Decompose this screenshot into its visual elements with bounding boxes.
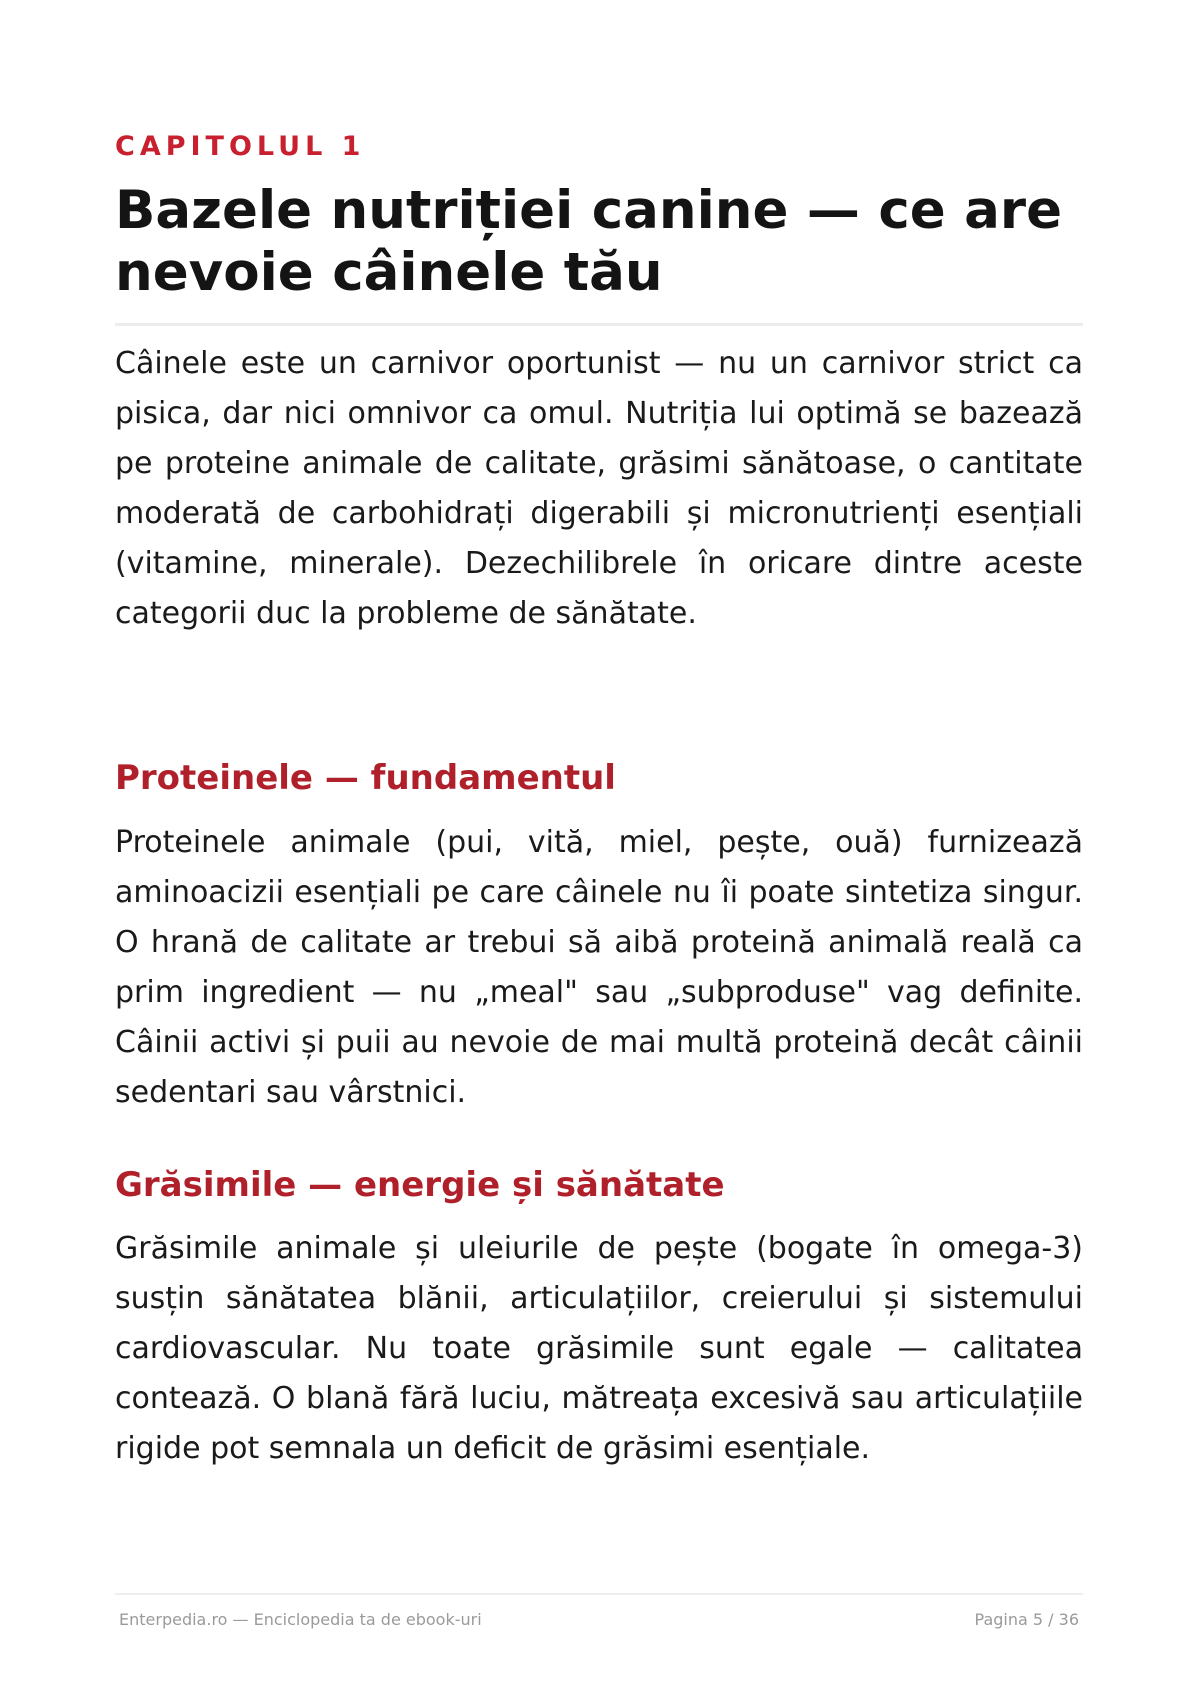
chapter-label: CAPITOLUL 1 — [115, 131, 366, 162]
intro-paragraph: Câinele este un carnivor oportunist — nu un carnivor strict ca pisica, dar nici omnivor ca omul. Nutriția lui optimă se bazează pe proteine animale de calitate, grăsimi sănătoase, o cantitate moderată de carbohidrați digerabili și micronutrienți esențiali (vitamine, minerale). Dezechilibrele în oricare dintre aceste categorii duc la probleme de sănătate. — [115, 346, 1083, 631]
section-heading-proteins: Proteinele — fundamentul — [115, 758, 616, 798]
document-page — [115, 0, 1083, 1683]
footer-site-name: Enterpedia.ro — Enciclopedia ta de ebook-uri — [119, 1610, 482, 1629]
chapter-title: Bazele nutriției canine — ce are nevoie câinele tău — [115, 180, 1063, 303]
footer-divider — [115, 1593, 1083, 1595]
title-divider — [115, 323, 1083, 326]
section-heading-fats: Grăsimile — energie și sănătate — [115, 1165, 725, 1205]
footer-page-number: Pagina 5 / 36 — [974, 1610, 1079, 1629]
section-paragraph-fats: Grăsimile animale și uleiurile de pește (bogate în omega-3) susțin sănătatea blănii, articulațiilor, creierului și sistemului cardiovascular. Nu toate grăsimile sunt egale — calitatea contează. O blană fără luciu, mătreața excesivă sau articulațiile rigide pot semnala un deficit de grăsimi esențiale. — [115, 1231, 1083, 1466]
section-paragraph-proteins: Proteinele animale (pui, vită, miel, pește, ouă) furnizează aminoacizii esențiali pe care câinele nu îi poate sintetiza singur. O hrană de calitate ar trebui să aibă proteină animală reală ca prim ingredient — nu „meal" sau „subproduse" vag definite. Câinii activi și puii au nevoie de mai multă proteină decât câinii sedentari sau vârstnici. — [115, 825, 1083, 1110]
